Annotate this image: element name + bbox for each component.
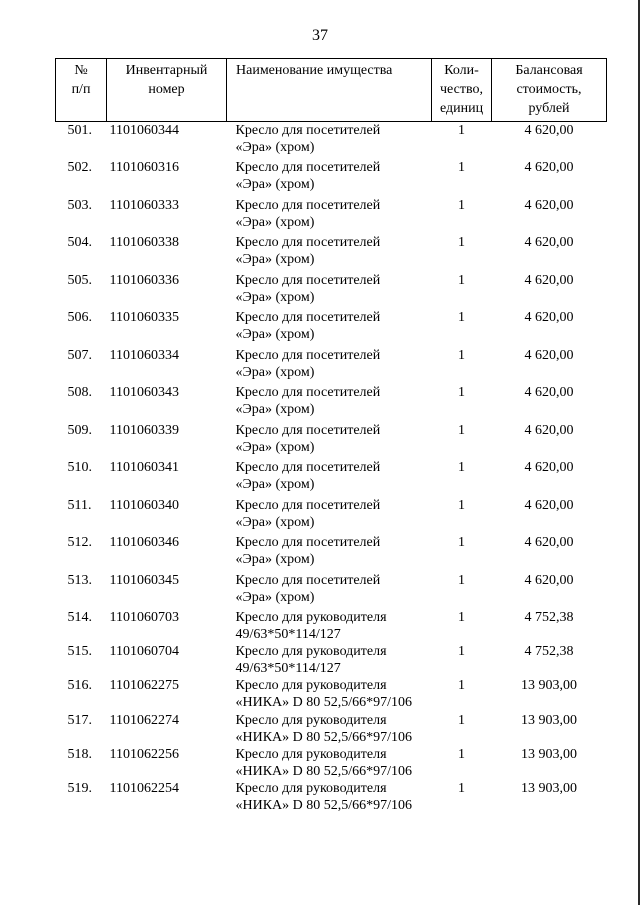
header-balance-value: Балансовая стоимость, рублей (492, 59, 607, 122)
row-inventory-number: 1101060335 (109, 310, 179, 325)
row-inventory-number: 1101062275 (109, 678, 179, 694)
row-quantity: 1 (458, 422, 465, 438)
table-row (56, 384, 607, 422)
row-inventory-number: 1101060333 (109, 197, 179, 213)
row-balance-value: 4 620,00 (524, 347, 574, 363)
row-inventory-number: 1101062254 (109, 780, 179, 796)
row-inventory-number: 1101060346 (109, 535, 179, 550)
table-row (56, 746, 607, 780)
row-inventory-number: 1101060316 (109, 160, 179, 175)
row-inventory-number: 1101060338 (109, 235, 179, 250)
row-quantity: 1 (458, 347, 465, 363)
row-index: 501. (67, 123, 92, 138)
row-inventory-number: 1101060341 (109, 460, 179, 475)
row-quantity: 1 (458, 197, 465, 213)
row-balance-value: 13 903,00 (521, 780, 577, 796)
row-inventory-number: 1101060334 (109, 347, 179, 363)
row-quantity: 1 (458, 497, 465, 513)
row-balance-value: 4 620,00 (524, 422, 574, 438)
row-quantity: 1 (458, 460, 465, 475)
table-row (56, 712, 607, 746)
row-item-name: Кресло для посетителей «Эра» (хром) (235, 235, 381, 267)
row-quantity: 1 (458, 610, 465, 625)
row-index: 519. (67, 780, 92, 796)
table-row (56, 272, 607, 310)
table-row (56, 677, 607, 711)
row-index: 516. (67, 678, 92, 694)
table-row (56, 497, 607, 535)
row-balance-value: 13 903,00 (521, 678, 577, 694)
row-index: 515. (67, 644, 92, 660)
row-balance-value: 4 620,00 (524, 497, 574, 513)
row-balance-value: 4 620,00 (524, 535, 574, 550)
row-index: 510. (67, 460, 92, 475)
row-index: 505. (67, 272, 92, 288)
row-index: 503. (67, 197, 92, 213)
row-index: 517. (67, 712, 92, 728)
row-balance-value: 4 620,00 (524, 572, 574, 588)
row-quantity: 1 (458, 746, 465, 762)
row-inventory-number: 1101060340 (109, 497, 179, 513)
row-quantity: 1 (458, 272, 465, 288)
row-inventory-number: 1101060345 (109, 572, 179, 588)
row-item-name: Кресло для руководителя 49/63*50*114/127 (235, 644, 387, 677)
row-index: 506. (67, 310, 92, 325)
row-balance-value: 4 620,00 (524, 123, 574, 138)
row-quantity: 1 (458, 310, 465, 325)
table-row (56, 234, 607, 272)
header-inventory-number: Инвентарный номер (107, 59, 227, 122)
row-inventory-number: 1101060703 (109, 610, 179, 625)
row-item-name: Кресло для руководителя «НИКА» D 80 52,5/66*97/106 (235, 746, 413, 779)
table-row (56, 643, 607, 677)
header-index: № п/п (56, 59, 107, 122)
row-quantity: 1 (458, 712, 465, 728)
row-index: 513. (67, 572, 92, 588)
row-balance-value: 4 620,00 (524, 460, 574, 475)
table-row (56, 609, 607, 643)
table-row (56, 534, 607, 572)
row-quantity: 1 (458, 123, 465, 138)
table-header (56, 59, 607, 122)
row-item-name: Кресло для руководителя «НИКА» D 80 52,5/66*97/106 (235, 678, 413, 711)
row-quantity: 1 (458, 572, 465, 588)
row-quantity: 1 (458, 678, 465, 694)
row-index: 504. (67, 235, 92, 250)
row-item-name: Кресло для руководителя «НИКА» D 80 52,5/66*97/106 (235, 780, 413, 813)
row-index: 509. (67, 422, 92, 438)
row-balance-value: 4 620,00 (524, 385, 574, 400)
row-inventory-number: 1101060704 (109, 644, 179, 660)
row-quantity: 1 (458, 535, 465, 550)
row-item-name: Кресло для посетителей «Эра» (хром) (235, 197, 381, 230)
table-row (56, 122, 607, 160)
row-inventory-number: 1101062256 (109, 746, 179, 762)
table-row (56, 459, 607, 497)
row-item-name: Кресло для посетителей «Эра» (хром) (235, 310, 381, 342)
row-quantity: 1 (458, 160, 465, 175)
inventory-table (55, 58, 607, 814)
row-balance-value: 4 752,38 (524, 610, 574, 625)
row-inventory-number: 1101062274 (109, 712, 179, 728)
table-row (56, 197, 607, 235)
row-balance-value: 4 752,38 (524, 644, 574, 660)
row-index: 508. (67, 385, 92, 400)
row-inventory-number: 1101060343 (109, 385, 179, 400)
table-row (56, 309, 607, 347)
table-body (56, 122, 607, 815)
row-item-name: Кресло для посетителей «Эра» (хром) (235, 460, 381, 492)
row-inventory-number: 1101060336 (109, 272, 179, 288)
row-index: 518. (67, 746, 92, 762)
row-index: 512. (67, 535, 92, 550)
row-index: 514. (67, 610, 92, 625)
row-balance-value: 13 903,00 (521, 712, 577, 728)
row-index: 507. (67, 347, 92, 363)
row-quantity: 1 (458, 385, 465, 400)
row-quantity: 1 (458, 644, 465, 660)
page-number: 37 (312, 27, 328, 44)
table-row (56, 347, 607, 385)
row-balance-value: 4 620,00 (524, 197, 574, 213)
table-row (56, 780, 607, 814)
row-item-name: Кресло для посетителей «Эра» (хром) (235, 347, 381, 380)
table-row (56, 422, 607, 460)
row-item-name: Кресло для руководителя «НИКА» D 80 52,5/66*97/106 (235, 712, 413, 745)
row-quantity: 1 (458, 235, 465, 250)
row-item-name: Кресло для посетителей «Эра» (хром) (235, 572, 381, 605)
row-balance-value: 4 620,00 (524, 160, 574, 175)
row-item-name: Кресло для посетителей «Эра» (хром) (235, 160, 381, 192)
row-balance-value: 13 903,00 (521, 746, 577, 762)
header-quantity: Коли- чество, единиц (432, 59, 492, 122)
row-item-name: Кресло для посетителей «Эра» (хром) (235, 422, 381, 455)
row-balance-value: 4 620,00 (524, 310, 574, 325)
table-row (56, 159, 607, 197)
row-inventory-number: 1101060339 (109, 422, 179, 438)
row-balance-value: 4 620,00 (524, 272, 574, 288)
header-item-name: Наименование имущества (227, 59, 432, 122)
row-item-name: Кресло для руководителя 49/63*50*114/127 (235, 610, 387, 642)
row-item-name: Кресло для посетителей «Эра» (хром) (235, 535, 381, 567)
row-index: 511. (67, 497, 92, 513)
row-quantity: 1 (458, 780, 465, 796)
row-item-name: Кресло для посетителей «Эра» (хром) (235, 497, 381, 530)
row-item-name: Кресло для посетителей «Эра» (хром) (235, 123, 381, 155)
row-index: 502. (67, 160, 92, 175)
row-item-name: Кресло для посетителей «Эра» (хром) (235, 272, 381, 305)
table-row (56, 572, 607, 610)
row-inventory-number: 1101060344 (109, 123, 179, 138)
row-balance-value: 4 620,00 (524, 235, 574, 250)
row-item-name: Кресло для посетителей «Эра» (хром) (235, 385, 381, 417)
